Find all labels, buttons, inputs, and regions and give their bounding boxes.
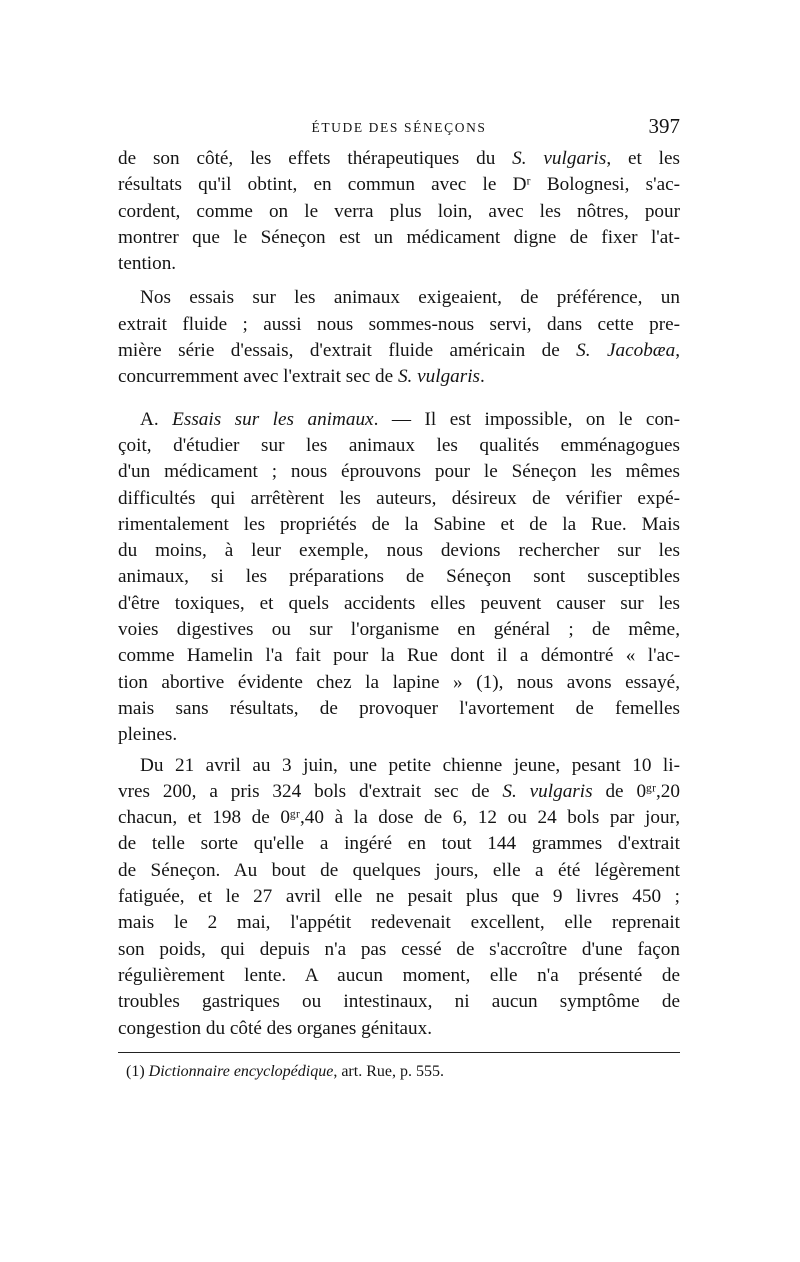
text-line: congestion du côté des organes génitaux. <box>118 1017 433 1039</box>
text-line: régulièrement lente. A aucun moment, elle n'a présenté de <box>118 964 680 986</box>
text-line: A. Essais sur les animaux. — Il est impossible, on le con- <box>140 408 681 430</box>
text-line: fatiguée, et le 27 avril elle ne pesait plus que 9 livres 450 ; <box>118 886 680 908</box>
text-line: extrait fluide ; aussi nous sommes-nous servi, dans cette pre- <box>118 313 680 335</box>
text-line: tion abortive évidente chez la lapine » (1), nous avons essayé, <box>118 671 680 693</box>
text-line: Nos essais sur les animaux exigeaient, de préférence, un <box>140 287 680 309</box>
text-line: son poids, qui depuis n'a pas cessé de s'accroître d'une façon <box>118 938 680 960</box>
text-line: animaux, si les préparations de Séneçon sont susceptibles <box>118 566 680 588</box>
text-line: du moins, à leur exemple, nous devions rechercher sur les <box>118 540 680 562</box>
text-line: de Séneçon. Au bout de quelques jours, elle a été légèrement <box>118 859 680 881</box>
paragraph-4 <box>118 753 680 1042</box>
text-line: comme Hamelin l'a fait pour la Rue dont il a démontré « l'ac- <box>118 645 680 667</box>
text-line: Du 21 avril au 3 juin, une petite chienne jeune, pesant 10 li- <box>140 754 680 776</box>
text-line: montrer que le Séneçon est un médicament digne de fixer l'at- <box>118 226 680 248</box>
page-header <box>118 110 680 146</box>
text-line: résultats qu'il obtint, en commun avec le Dʳ Bolognesi, s'ac- <box>118 174 680 196</box>
text-line: cordent, comme on le verra plus loin, avec les nôtres, pour <box>118 200 680 222</box>
paragraph-1 <box>118 146 680 277</box>
text-line: concurremment avec l'extrait sec de S. vulgaris. <box>118 366 485 388</box>
running-title: ÉTUDE DES SÉNEÇONS <box>311 120 487 135</box>
text-line: de telle sorte qu'elle a ingéré en tout 144 grammes d'extrait <box>118 833 680 855</box>
text-line: de son côté, les effets thérapeutiques du S. vulgaris, et les <box>118 148 680 169</box>
text-line: troubles gastriques ou intestinaux, ni aucun symptôme de <box>118 991 680 1013</box>
text-line: çoit, d'étudier sur les animaux les qualités emménagogues <box>118 434 680 456</box>
text-line: d'un médicament ; nous éprouvons pour le Séneçon les mêmes <box>118 461 680 483</box>
book-page <box>118 110 680 1083</box>
text-line: pleines. <box>118 724 178 746</box>
text-line: mais le 2 mai, l'appétit redevenait excellent, elle reprenait <box>118 912 680 934</box>
text-line: rimentalement les propriétés de la Sabine et de la Rue. Mais <box>118 513 680 535</box>
text-line: voies digestives ou sur l'organisme en général ; de même, <box>118 619 680 641</box>
page-number: 397 <box>648 114 680 138</box>
text-line: d'être toxiques, et quels accidents elles peuvent causer sur les <box>118 592 680 614</box>
text-line: vres 200, a pris 324 bols d'extrait sec de S. vulgaris de 0ᵍʳ,20 <box>118 780 680 802</box>
paragraph-3 <box>118 407 680 749</box>
text-line: tention. <box>118 253 177 275</box>
text-line: difficultés qui arrêtèrent les auteurs, désireux de vérifier expé- <box>118 487 680 509</box>
footnote-divider <box>118 1052 680 1053</box>
text-line: mais sans résultats, de provoquer l'avortement de femelles <box>118 697 680 719</box>
text-line: mière série d'essais, d'extrait fluide américain de S. Jacobæa, <box>118 340 680 362</box>
paragraph-2 <box>118 285 680 390</box>
footnote: (1) Dictionnaire encyclopédique, art. Rue, p. 555. <box>126 1062 444 1080</box>
text-line: chacun, et 198 de 0ᵍʳ,40 à la dose de 6, 12 ou 24 bols par jour, <box>118 807 680 829</box>
